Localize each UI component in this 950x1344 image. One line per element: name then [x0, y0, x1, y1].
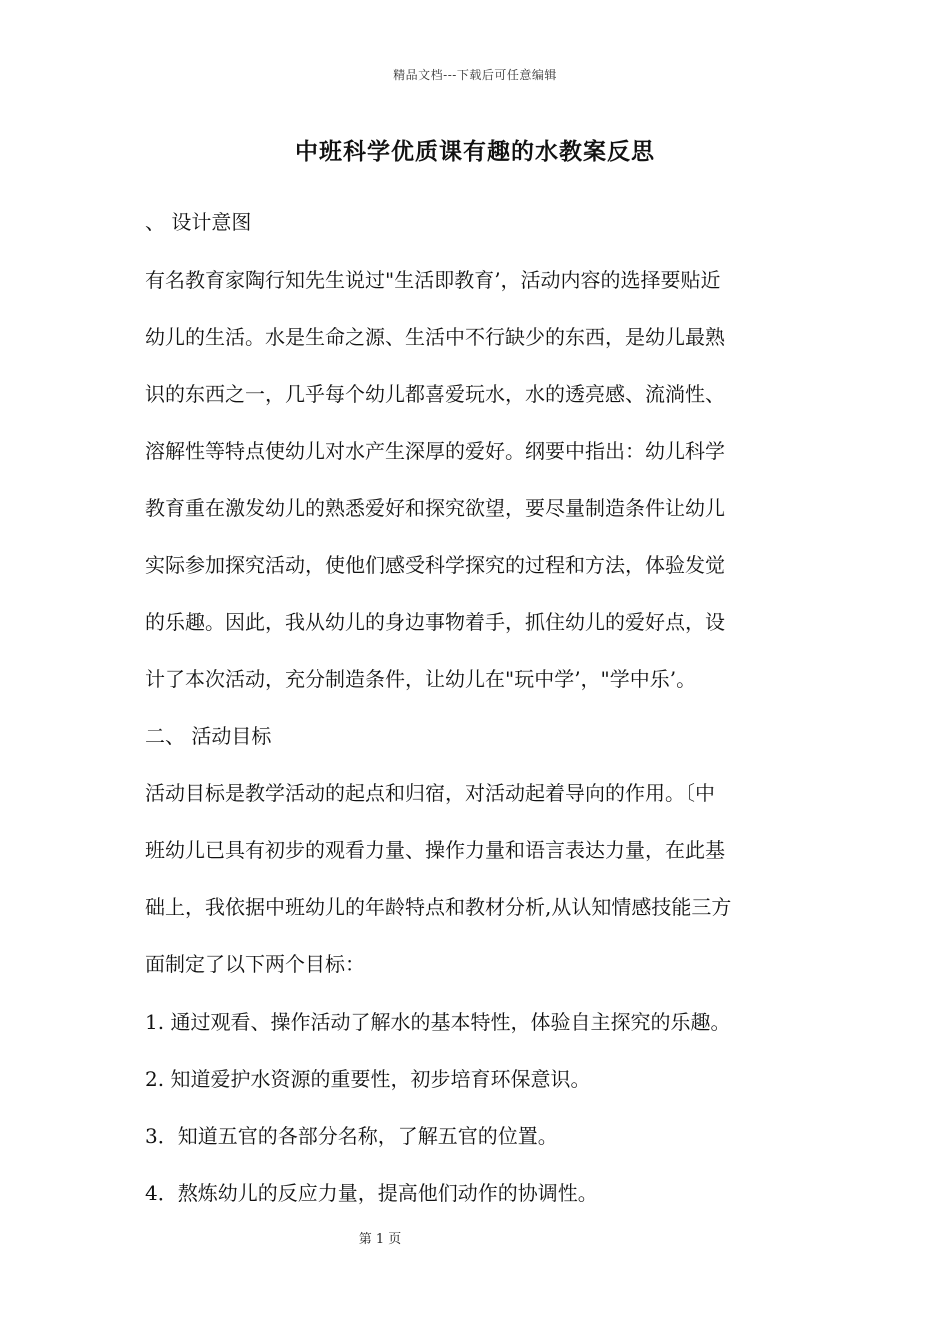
- page-number: 第 1 页: [358, 1232, 402, 1247]
- paragraph-line: 幼儿的生活。水是生命之源、生活中不行缺少的东西，是幼儿最熟: [145, 325, 725, 349]
- list-item: 2. 知道爱护水资源的重要性，初步培育环保意识。: [145, 1067, 591, 1091]
- paragraph-line: 的乐趣。因此，我从幼儿的身边事物着手，抓住幼儿的爱好点，设: [145, 610, 725, 634]
- page-header: 精品文档---下载后可任意编辑: [393, 68, 557, 82]
- list-item: 1. 通过观看、操作活动了解水的基本特性，体验自主探究的乐趣。: [145, 1010, 731, 1034]
- document-title: 中班科学优质课有趣的水教案反思: [295, 138, 655, 165]
- paragraph-line: 实际参加探究活动，使他们感受科学探究的过程和方法，体验发觉: [145, 553, 725, 577]
- paragraph-line: 识的东西之一，几乎每个幼儿都喜爱玩水，水的透亮感、流淌性、: [145, 382, 725, 406]
- paragraph-line: 础上，我依据中班幼儿的年龄特点和教材分析,从认知情感技能三方: [145, 895, 732, 919]
- list-item: 3．知道五官的各部分名称，了解五官的位置。: [145, 1124, 558, 1148]
- paragraph-line: 活动目标是教学活动的起点和归宿，对活动起着导向的作用。〔中: [145, 781, 715, 805]
- paragraph-line: 溶解性等特点使幼儿对水产生深厚的爱好。纲要中指出：幼儿科学: [145, 439, 725, 463]
- paragraph-line: 面制定了以下两个目标：: [145, 952, 365, 976]
- paragraph-line: 计了本次活动，充分制造条件，让幼儿在"玩中学’，"学中乐’。: [145, 667, 697, 691]
- list-item: 4．熬炼幼儿的反应力量，提高他们动作的协调性。: [145, 1181, 598, 1205]
- section-heading-2: 二、 活动目标: [145, 724, 272, 748]
- paragraph-line: 有名教育家陶行知先生说过"生活即教育’，活动内容的选择要贴近: [145, 268, 721, 292]
- paragraph-line: 班幼儿已具有初步的观看力量、操作力量和语言表达力量，在此基: [145, 838, 725, 862]
- paragraph-line: 教育重在激发幼儿的熟悉爱好和探究欲望，要尽量制造条件让幼儿: [145, 496, 725, 520]
- section-heading-1: 、 设计意图: [145, 210, 252, 234]
